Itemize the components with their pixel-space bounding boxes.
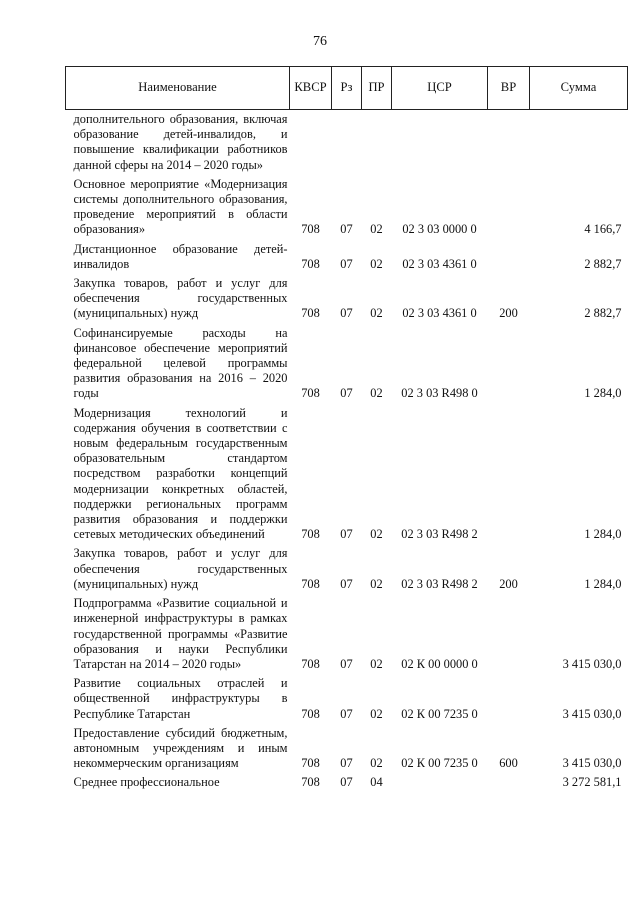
cell-name: Дистанционное образование детей-инвалидов [73, 241, 288, 271]
cell-kvsr [290, 110, 332, 175]
cell-csr: 02 3 03 4361 0 [402, 306, 477, 321]
page-number: 76 [313, 34, 327, 49]
cell-vr [488, 240, 530, 274]
cell-sum: 3 415 030,0 [562, 706, 622, 721]
cell-pr: 02 [370, 222, 383, 237]
cell-vr [488, 175, 530, 240]
cell-kvsr: 708 [301, 256, 320, 271]
cell-kvsr: 708 [301, 756, 320, 771]
cell-name: Развитие социальных отраслей и общественной инфраструктуры в Республике Татарстан [73, 676, 288, 721]
header-rz: Рз [332, 67, 362, 110]
cell-csr: 02 К 00 0000 0 [401, 656, 478, 671]
cell-name: дополнительного образования, включая образование детей-инвалидов, и повышение квалификации работников данной сферы на 2014 – 2020 годы» [73, 112, 288, 172]
cell-rz: 07 [340, 775, 353, 790]
cell-kvsr: 708 [301, 576, 320, 591]
cell-pr: 02 [370, 306, 383, 321]
cell-csr: 02 3 03 R498 0 [401, 386, 478, 401]
budget-table [65, 66, 628, 793]
cell-sum [530, 110, 628, 175]
cell-vr [488, 110, 530, 175]
cell-csr: 02 К 00 7235 0 [401, 706, 478, 721]
table-row [66, 544, 628, 594]
cell-vr: 200 [499, 306, 518, 321]
cell-sum: 2 882,7 [584, 256, 622, 271]
header-sum: Сумма [530, 67, 628, 110]
cell-pr: 02 [370, 576, 383, 591]
cell-pr: 02 [370, 527, 383, 542]
cell-rz: 07 [340, 576, 353, 591]
cell-vr [488, 674, 530, 724]
table-row [66, 110, 628, 175]
cell-csr: 02 3 03 4361 0 [402, 256, 477, 271]
cell-name: Закупка товаров, работ и услуг для обеспечения государственных (муниципальных) нужд [73, 546, 288, 591]
cell-kvsr: 708 [301, 222, 320, 237]
header-pr: ПР [362, 67, 392, 110]
header-name: Наименование [66, 67, 290, 110]
cell-name: Подпрограмма «Развитие социальной и инженерной инфраструктуры в рамках государственной программы «Развитие образования и науки Республики Татарстан на 2014 – 2020 годы» [73, 596, 288, 671]
cell-csr: 02 3 03 R498 2 [401, 527, 478, 542]
cell-csr: 02 3 03 R498 2 [401, 576, 478, 591]
cell-name: Закупка товаров, работ и услуг для обеспечения государственных (муниципальных) нужд [73, 276, 288, 321]
cell-rz: 07 [340, 756, 353, 771]
cell-csr: 02 3 03 0000 0 [402, 222, 477, 237]
cell-pr [362, 110, 392, 175]
table-row [66, 175, 628, 240]
cell-rz: 07 [340, 527, 353, 542]
cell-vr [488, 324, 530, 404]
table-row [66, 724, 628, 774]
cell-sum: 3 415 030,0 [562, 756, 622, 771]
cell-pr: 02 [370, 756, 383, 771]
cell-sum: 2 882,7 [584, 306, 622, 321]
table-row [66, 773, 628, 792]
header-vr: ВР [488, 67, 530, 110]
cell-sum: 3 415 030,0 [562, 656, 622, 671]
cell-pr: 02 [370, 256, 383, 271]
table-row [66, 240, 628, 274]
cell-name: Основное мероприятие «Модернизация системы дополнительного образования, проведение мероприятий в области образования» [73, 176, 288, 237]
cell-csr [392, 110, 488, 175]
cell-vr: 200 [499, 576, 518, 591]
cell-rz: 07 [340, 706, 353, 721]
cell-vr: 600 [499, 756, 518, 771]
cell-vr [488, 404, 530, 545]
header-csr: ЦСР [392, 67, 488, 110]
header-kvsr: КВСР [290, 67, 332, 110]
cell-sum: 3 272 581,1 [562, 775, 622, 790]
cell-kvsr: 708 [301, 775, 320, 790]
table-row [66, 594, 628, 674]
cell-name: Софинансируемые расходы на финансовое обеспечение мероприятий федеральной целевой программы развития образования на 2016 – 2020 годы [73, 325, 288, 401]
cell-csr: 02 К 00 7235 0 [401, 756, 478, 771]
cell-pr: 02 [370, 656, 383, 671]
table-body [66, 110, 628, 793]
cell-sum: 4 166,7 [584, 222, 622, 237]
cell-sum: 1 284,0 [584, 576, 622, 591]
cell-vr [488, 594, 530, 674]
cell-kvsr: 708 [301, 656, 320, 671]
cell-name: Среднее профессиональное [73, 775, 220, 790]
cell-csr [392, 773, 488, 792]
table-row [66, 324, 628, 404]
cell-sum: 1 284,0 [584, 527, 622, 542]
cell-rz: 07 [340, 306, 353, 321]
cell-rz: 07 [340, 222, 353, 237]
cell-kvsr: 708 [301, 527, 320, 542]
cell-rz: 07 [340, 386, 353, 401]
table-row [66, 404, 628, 545]
cell-name: Предоставление субсидий бюджетным, автономным учреждениям и иным некоммерческим организациям [73, 725, 288, 771]
cell-vr [488, 773, 530, 792]
cell-rz: 07 [340, 656, 353, 671]
cell-name: Модернизация технологий и содержания обучения в соответствии с новым федеральным государственным образовательным стандартом посредством разработки концепций модернизации конкретных областей, поддержки региональных программ развития образования и поддержки сетевых методических объединений [73, 405, 288, 542]
table-row [66, 274, 628, 324]
cell-rz [332, 110, 362, 175]
cell-pr: 04 [370, 775, 383, 790]
cell-pr: 02 [370, 706, 383, 721]
cell-pr: 02 [370, 386, 383, 401]
cell-kvsr: 708 [301, 386, 320, 401]
cell-kvsr: 708 [301, 306, 320, 321]
cell-kvsr: 708 [301, 706, 320, 721]
cell-sum: 1 284,0 [584, 386, 622, 401]
table-row [66, 674, 628, 724]
table-header [66, 67, 628, 110]
cell-rz: 07 [340, 256, 353, 271]
